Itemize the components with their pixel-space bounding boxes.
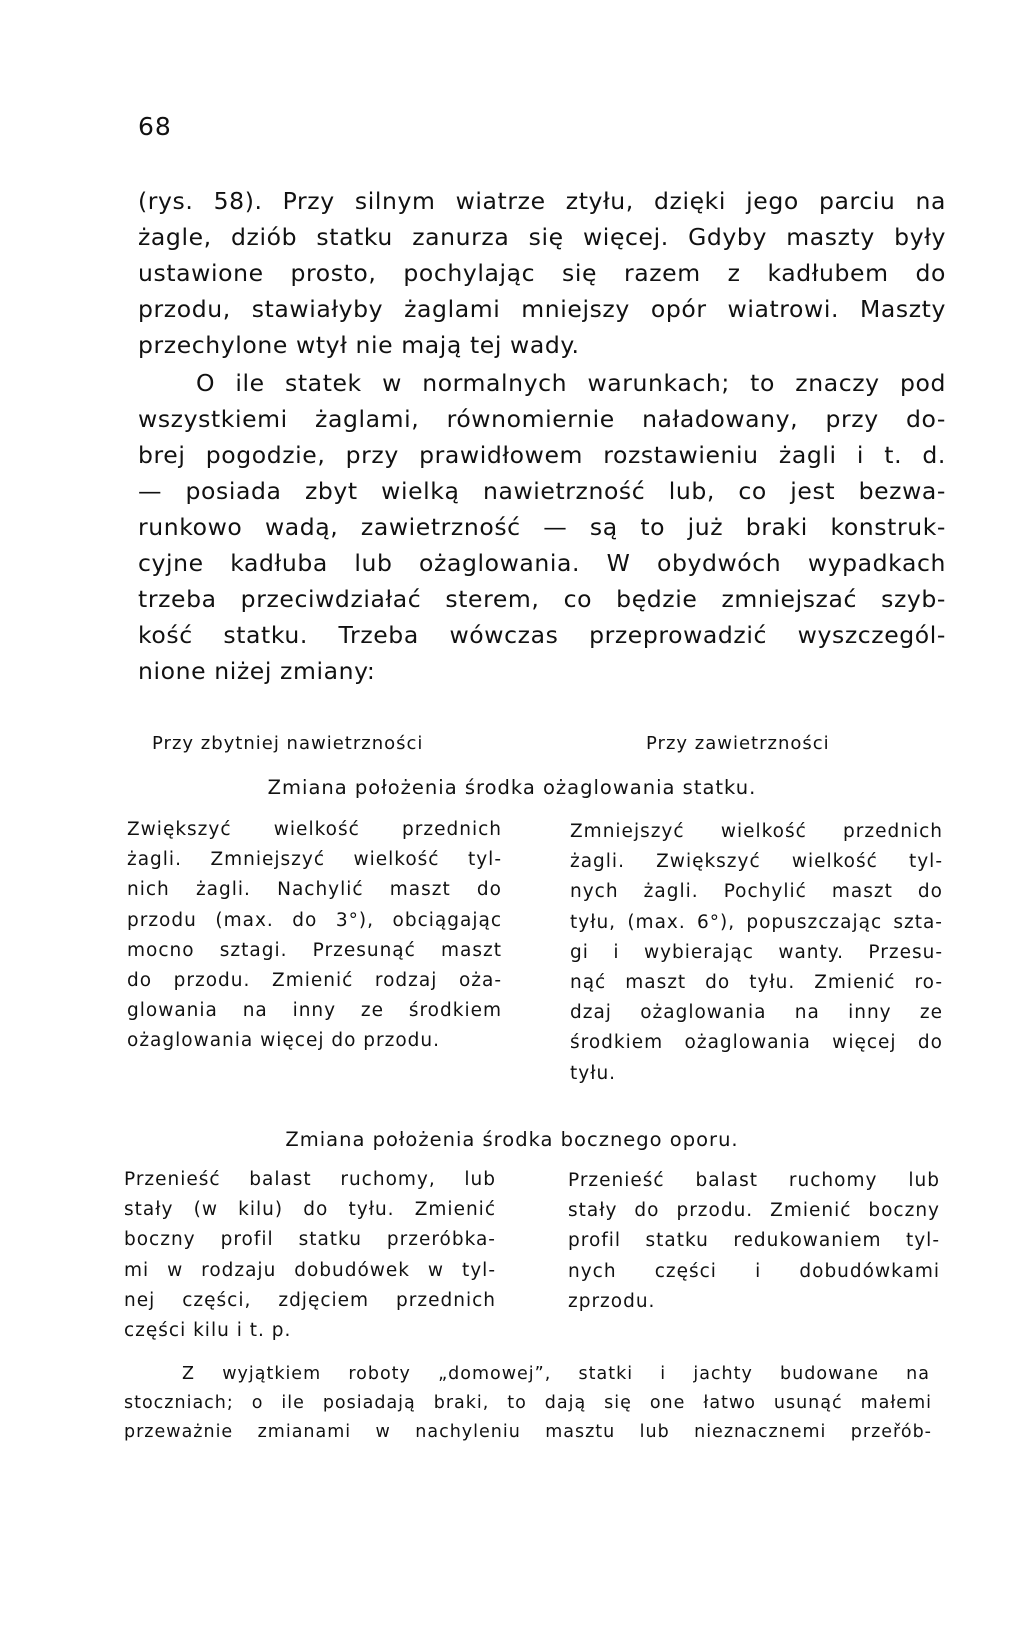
text-line: żagle, dziób statku zanurza się więcej. Gdyby maszty były: [138, 223, 946, 251]
column-line: nych żagli. Pochylić maszt do: [570, 881, 943, 903]
column-line: mocno sztagi. Przesunąć maszt: [127, 939, 502, 961]
text-line: przechylone wtył nie mają tej wady.: [138, 331, 580, 359]
section-title: Zmiana położenia środka bocznego oporu.: [285, 1128, 739, 1151]
column-line: przodu (max. do 3°), obciągając: [127, 909, 502, 931]
column-line: ożaglowania więcej do przodu.: [127, 1030, 441, 1052]
column-line: profil statku redukowaniem tyl-: [568, 1230, 940, 1252]
text-line: nione niżej zmiany:: [138, 657, 376, 685]
left-column: [127, 815, 502, 1057]
left-column-header: Przy zbytniej nawietrzności: [152, 733, 424, 754]
page-number: 68: [138, 112, 172, 141]
text-line: runkowo wadą, zawietrzność — są to już braki konstruk-: [138, 513, 946, 541]
text-line: stoczniach; o ile posiadają braki, to dają się one łatwo usunąć małemi: [124, 1393, 932, 1413]
column-line: zprzodu.: [568, 1290, 656, 1312]
text-line: (rys. 58). Przy silnym wiatrze ztyłu, dzięki jego parciu na: [138, 187, 946, 215]
column-line: do przodu. Zmienić rodzaj oża-: [127, 970, 502, 992]
column-line: stały (w kilu) do tyłu. Zmienić: [124, 1199, 496, 1221]
column-line: żagli. Zwiększyć wielkość tyl-: [570, 851, 943, 873]
text-line: ustawione prosto, pochylając się razem z kadłubem do: [138, 259, 946, 287]
column-line: tyłu, (max. 6°), popuszczając szta-: [570, 911, 943, 933]
column-line: nych części i dobudówkami: [568, 1260, 940, 1282]
section-title: Zmiana położenia środka ożaglowania statku.: [267, 776, 757, 799]
column-line: gi i wybierając wanty. Przesu-: [570, 941, 943, 963]
right-column-header: Przy zawietrzności: [646, 733, 830, 754]
column-line: nich żagli. Nachylić maszt do: [127, 879, 502, 901]
text-line: Z wyjątkiem roboty „domowej”, statki i jachty budowane na: [182, 1364, 930, 1384]
column-line: nej części, zdjęciem przednich: [124, 1289, 496, 1311]
column-line: środkiem ożaglowania więcej do: [570, 1032, 943, 1054]
column-line: Przenieść balast ruchomy, lub: [124, 1169, 496, 1190]
column-line: stały do przodu. Zmienić boczny: [568, 1200, 940, 1222]
column-line: części kilu i t. p.: [124, 1320, 292, 1342]
text-line: trzeba przeciwdziałać sterem, co będzie zmniejszać szyb-: [138, 585, 946, 613]
column-line: nąć maszt do tyłu. Zmienić ro-: [570, 972, 943, 994]
column-line: Zwiększyć wielkość przednich: [127, 819, 502, 840]
text-line: przeważnie zmianami w nachyleniu masztu lub nieznacznemi przeřób-: [124, 1422, 932, 1442]
text-line: brej pogodzie, przy prawidłowem rozstawieniu żagli i t. d.: [138, 441, 946, 469]
text-line: przodu, stawiałyby żaglami mniejszy opór wiatrowi. Maszty: [138, 295, 946, 323]
text-line: — posiada zbyt wielką nawietrzność lub, co jest bezwa-: [138, 477, 946, 505]
column-line: boczny profil statku przeróbka-: [124, 1229, 496, 1251]
right-column: [568, 1166, 940, 1317]
text-line: cyjne kadłuba lub ożaglowania. W obydwóch wypadkach: [138, 549, 946, 577]
column-line: mi w rodzaju dobudówek w tyl-: [124, 1259, 496, 1281]
left-column: [124, 1165, 496, 1346]
column-line: Zmniejszyć wielkość przednich: [570, 821, 943, 842]
column-line: Przenieść balast ruchomy lub: [568, 1170, 940, 1191]
text-line: wszystkiemi żaglami, równomiernie naładowany, przy do-: [138, 405, 946, 433]
column-line: glowania na inny ze środkiem: [127, 1000, 502, 1022]
column-line: tyłu.: [570, 1062, 617, 1084]
column-line: dzaj ożaglowania na inny ze: [570, 1002, 943, 1024]
right-column: [570, 817, 943, 1089]
column-line: żagli. Zmniejszyć wielkość tyl-: [127, 849, 502, 871]
text-line: O ile statek w normalnych warunkach; to znaczy pod: [196, 369, 946, 397]
text-line: kość statku. Trzeba wówczas przeprowadzić wyszczegól-: [138, 621, 946, 649]
